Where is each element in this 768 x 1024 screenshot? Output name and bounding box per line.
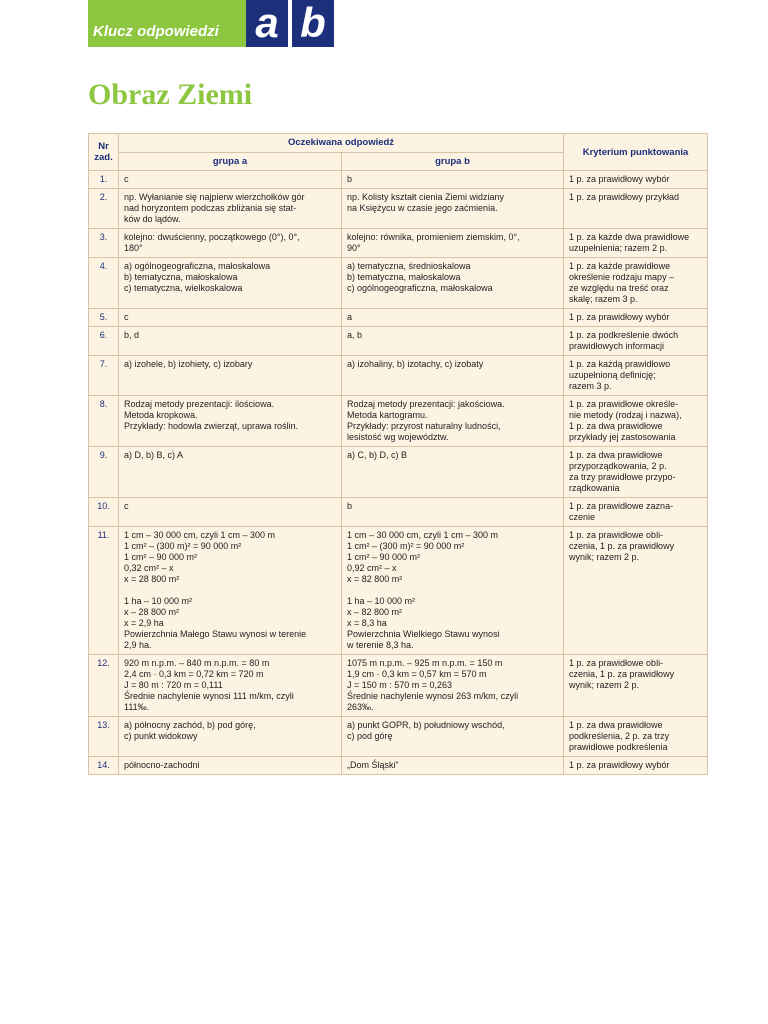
group-b-answer: Rodzaj metody prezentacji: jakościowa. Metoda kartogramu. Przykłady: przyrost naturalny ludności, lesistość wg województw. — [342, 396, 564, 447]
criteria-cell: 1 p. za prawidłowe obli- czenia, 1 p. za prawidłowy wynik; razem 2 p. — [564, 527, 708, 655]
header-expected-answer: Oczekiwana odpowiedź — [119, 134, 564, 153]
table-row — [89, 757, 708, 775]
group-b-answer: a — [342, 309, 564, 327]
group-b-answer: a) punkt GOPR, b) południowy wschód, c) pod górę — [342, 717, 564, 757]
header-letter-a: a — [246, 0, 288, 47]
criteria-cell: 1 p. za prawidłowe zazna- czenie — [564, 498, 708, 527]
row-number: 14. — [89, 757, 119, 775]
group-b-answer: a, b — [342, 327, 564, 356]
group-b-answer: a) izohaliny, b) izotachy, c) izobaty — [342, 356, 564, 396]
table-row — [89, 527, 708, 655]
group-b-answer: np. Kolisty kształt cienia Ziemi widziany na Księżycu w czasie jego zaćmienia. — [342, 189, 564, 229]
group-b-answer: 1 cm – 30 000 cm, czyli 1 cm – 300 m 1 cm² – (300 m)² = 90 000 m² 1 cm² – 90 000 m² 0,92 cm² – x x = 82 800 m² 1 ha – 10 000 m² x – 82 800 m² x = 8,3 ha Powierzchnia Wielkiego Stawu wynosi w terenie 8,3 ha. — [342, 527, 564, 655]
table-row — [89, 396, 708, 447]
criteria-cell: 1 p. za każde prawidłowe określenie rodzaju mapy – ze względu na treść oraz skalę; razem 3 p. — [564, 258, 708, 309]
group-a-answer: a) D, b) B, c) A — [119, 447, 342, 498]
group-b-answer: „Dom Śląski” — [342, 757, 564, 775]
group-a-answer: północno-zachodni — [119, 757, 342, 775]
row-number: 12. — [89, 655, 119, 717]
answer-table — [88, 133, 708, 775]
table-row — [89, 171, 708, 189]
criteria-cell: 1 p. za prawidłowy przykład — [564, 189, 708, 229]
page-title: Obraz Ziemi — [88, 78, 253, 111]
row-number: 4. — [89, 258, 119, 309]
group-a-answer: c — [119, 309, 342, 327]
table-row — [89, 356, 708, 396]
group-a-answer: 920 m n.p.m. – 840 m n.p.m. = 80 m 2,4 cm · 0,3 km = 0,72 km = 720 m J = 80 m : 720 m = 0,111 Średnie nachylenie wynosi 111 m/km, czyli 111‰. — [119, 655, 342, 717]
criteria-cell: 1 p. za prawidłowy wybór — [564, 171, 708, 189]
header-label-box — [88, 0, 246, 47]
header-letter-b: b — [292, 0, 334, 47]
row-number: 5. — [89, 309, 119, 327]
row-number: 6. — [89, 327, 119, 356]
group-b-answer: 1075 m n.p.m. – 925 m n.p.m. = 150 m 1,9 cm · 0,3 km = 0,57 km = 570 m J = 150 m : 570 m = 0,263 Średnie nachylenie wynosi 263 m/km, czyli 263‰. — [342, 655, 564, 717]
row-number: 11. — [89, 527, 119, 655]
table-row — [89, 258, 708, 309]
group-a-answer: Rodzaj metody prezentacji: ilościowa. Metoda kropkowa. Przykłady: hodowla zwierząt, uprawa roślin. — [119, 396, 342, 447]
criteria-cell: 1 p. za prawidłowy wybór — [564, 309, 708, 327]
table-row — [89, 498, 708, 527]
row-number: 1. — [89, 171, 119, 189]
table-row — [89, 655, 708, 717]
group-b-answer: b — [342, 498, 564, 527]
group-a-answer: c — [119, 498, 342, 527]
criteria-cell: 1 p. za dwa prawidłowe podkreślenia, 2 p. za trzy prawidłowe podkreślenia — [564, 717, 708, 757]
row-number: 3. — [89, 229, 119, 258]
group-a-answer: kolejno: dwuścienny, początkowego (0°), 0°, 180° — [119, 229, 342, 258]
row-number: 13. — [89, 717, 119, 757]
header-group-b: grupa b — [342, 152, 564, 171]
table-row — [89, 229, 708, 258]
criteria-cell: 1 p. za prawidłowy wybór — [564, 757, 708, 775]
table-row — [89, 717, 708, 757]
header-group-a: grupa a — [119, 152, 342, 171]
group-a-answer: b, d — [119, 327, 342, 356]
header-nr: Nr zad. — [89, 134, 119, 171]
header-criteria: Kryterium punktowania — [564, 134, 708, 171]
table-row — [89, 447, 708, 498]
group-a-answer: a) izohele, b) izohiety, c) izobary — [119, 356, 342, 396]
table-row — [89, 189, 708, 229]
criteria-cell: 1 p. za dwa prawidłowe przyporządkowania, 2 p. za trzy prawidłowe przypo- rządkowania — [564, 447, 708, 498]
header-band — [88, 0, 334, 47]
criteria-cell: 1 p. za prawidłowe obli- czenia, 1 p. za prawidłowy wynik; razem 2 p. — [564, 655, 708, 717]
row-number: 8. — [89, 396, 119, 447]
header-label: Klucz odpowiedzi — [93, 23, 219, 40]
group-b-answer: b — [342, 171, 564, 189]
row-number: 10. — [89, 498, 119, 527]
group-a-answer: np. Wyłanianie się najpierw wierzchołków gór nad horyzontem podczas zbliżania się stat- ków do lądów. — [119, 189, 342, 229]
row-number: 2. — [89, 189, 119, 229]
criteria-cell: 1 p. za prawidłowe określe- nie metody (rodzaj i nazwa), 1 p. za dwa prawidłowe przykłady jej zastosowania — [564, 396, 708, 447]
group-a-answer: a) ogólnogeograficzna, małoskalowa b) tematyczna, małoskalowa c) tematyczna, wielkoskalowa — [119, 258, 342, 309]
table-row — [89, 309, 708, 327]
table-body — [89, 171, 708, 775]
group-a-answer: 1 cm – 30 000 cm, czyli 1 cm – 300 m 1 cm² – (300 m)² = 90 000 m² 1 cm² – 90 000 m² 0,32 cm² – x x = 28 800 m² 1 ha – 10 000 m² x – 28 800 m² x = 2,9 ha Powierzchnia Małego Stawu wynosi w terenie 2,9 ha. — [119, 527, 342, 655]
group-b-answer: a) tematyczna, średnioskalowa b) tematyczna, małoskalowa c) ogólnogeograficzna, małoskalowa — [342, 258, 564, 309]
row-number: 9. — [89, 447, 119, 498]
group-a-answer: c — [119, 171, 342, 189]
group-a-answer: a) północny zachód, b) pod górę, c) punkt widokowy — [119, 717, 342, 757]
row-number: 7. — [89, 356, 119, 396]
group-b-answer: a) C, b) D, c) B — [342, 447, 564, 498]
criteria-cell: 1 p. za każdą prawidłowo uzupełnioną definicję; razem 3 p. — [564, 356, 708, 396]
criteria-cell: 1 p. za podkreślenie dwóch prawidłowych informacji — [564, 327, 708, 356]
criteria-cell: 1 p. za każde dwa prawidłowe uzupełnienia; razem 2 p. — [564, 229, 708, 258]
table-row — [89, 327, 708, 356]
group-b-answer: kolejno: równika, promieniem ziemskim, 0°, 90° — [342, 229, 564, 258]
